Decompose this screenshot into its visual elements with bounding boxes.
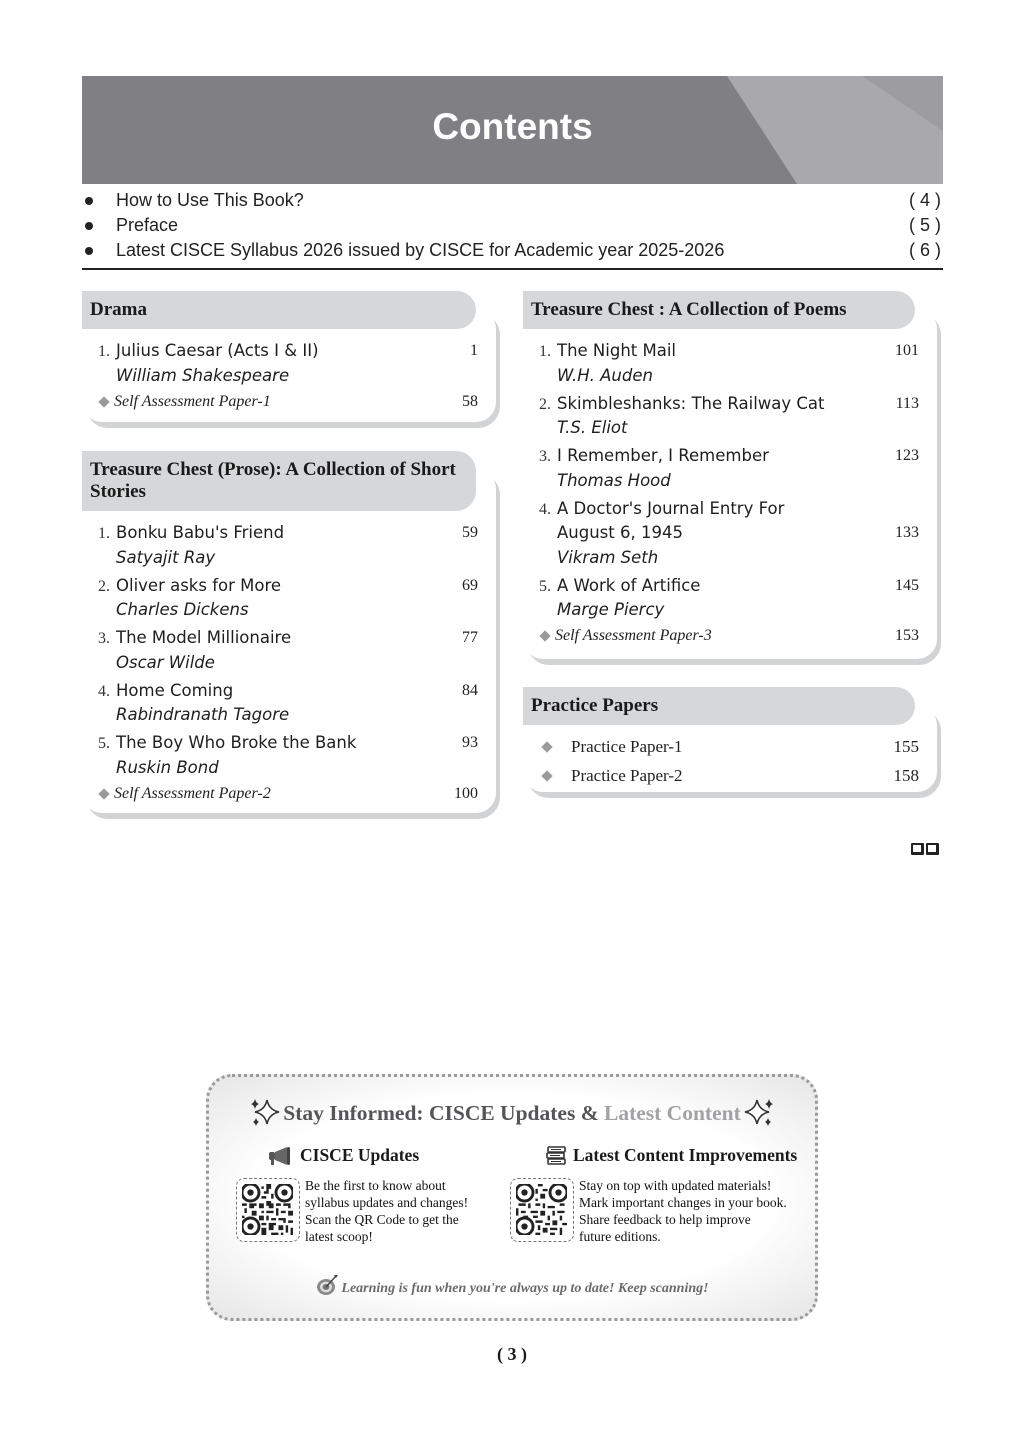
entry-title: Self Assessment Paper-2 [114, 784, 271, 802]
tagline-text: Learning is fun when you're always up to date! Keep scanning! [341, 1281, 709, 1296]
toc-entry[interactable] [98, 626, 478, 675]
entry-page: 123 [895, 447, 919, 464]
entry-number: 5. [539, 577, 551, 595]
toc-entry[interactable] [98, 521, 478, 570]
sparkle-icon [741, 1097, 775, 1133]
entry-title-continued: August 6, 1945 [557, 523, 683, 542]
entry-number: 5. [98, 735, 110, 752]
qr-code-icon [242, 1184, 293, 1235]
entry-author: Rabindranath Tagore [116, 705, 290, 724]
diamond-icon [98, 788, 109, 799]
entry-author: William Shakespeare [116, 365, 290, 385]
diamond-icon [98, 396, 109, 407]
toc-entry[interactable] [98, 339, 478, 388]
divider [82, 268, 943, 270]
entry-page: 101 [895, 342, 919, 359]
info-title-light: Latest Content [603, 1100, 741, 1125]
entry-title: Julius Caesar (Acts I & II) [116, 341, 319, 360]
tagline [209, 1274, 815, 1297]
qr-code[interactable] [236, 1178, 300, 1242]
intro-item-label: Preface [116, 215, 179, 235]
target-icon [315, 1274, 339, 1296]
stay-informed-box [206, 1074, 818, 1321]
intro-item[interactable] [82, 188, 943, 213]
entry-title: Skimbleshanks: The Railway Cat [557, 393, 825, 413]
toc-entry[interactable] [539, 444, 919, 493]
intro-item-page: ( 4 ) [908, 190, 941, 210]
column-text-line: Stay on top with updated materials! [579, 1178, 772, 1193]
entry-title: A Work of Artifice [557, 575, 701, 595]
contents-banner [82, 76, 943, 184]
entry-page: 145 [895, 576, 919, 594]
entry-number: 4. [98, 682, 110, 700]
entry-title: The Boy Who Broke the Bank [116, 733, 357, 752]
practice-paper-entry[interactable] [539, 761, 919, 790]
cisce-updates-column [268, 1145, 468, 1245]
entry-title: The Model Millionaire [116, 628, 292, 647]
column-text-line: Share feedback to help improve [579, 1212, 751, 1227]
entry-title: The Night Mail [557, 341, 677, 360]
qr-code-icon [516, 1184, 567, 1235]
toc-entry[interactable] [539, 574, 919, 623]
entry-author: Satyajit Ray [116, 547, 216, 567]
toc-entry[interactable] [539, 339, 919, 388]
megaphone-icon [268, 1146, 295, 1166]
entry-number: 2. [539, 395, 551, 413]
entry-title: Self Assessment Paper-3 [555, 627, 712, 644]
entry-title: Practice Paper-1 [571, 737, 683, 756]
entry-page: 1 [470, 342, 478, 359]
entry-author: Thomas Hood [557, 470, 671, 490]
entry-title: Self Assessment Paper-1 [114, 392, 271, 410]
column-heading: CISCE Updates [300, 1145, 420, 1165]
info-title-dark: Stay Informed: CISCE Updates & [283, 1100, 604, 1125]
diamond-icon [541, 741, 552, 752]
column-text-line: Be the first to know about [305, 1178, 446, 1193]
page-title: Contents [432, 106, 593, 147]
entry-number: 2. [98, 577, 110, 595]
column-text-line: Scan the QR Code to get the [305, 1212, 459, 1227]
entry-page: 153 [895, 627, 919, 644]
entry-number: 3. [98, 630, 110, 647]
intro-list [82, 188, 943, 263]
entry-page: 93 [462, 734, 478, 751]
self-assessment-entry[interactable] [539, 624, 919, 648]
section-title: Treasure Chest (Prose): A Collection of Short Stories [82, 451, 476, 511]
self-assessment-entry[interactable] [98, 390, 478, 414]
entry-title: Practice Paper-2 [571, 766, 683, 785]
toc-entry[interactable] [539, 497, 919, 570]
books-icon [546, 1146, 568, 1166]
diamond-icon [541, 770, 552, 781]
column-text-line: Mark important changes in your book. [579, 1195, 787, 1210]
entry-number: 4. [539, 500, 551, 518]
entry-title: Oliver asks for More [116, 575, 282, 595]
info-title [209, 1097, 815, 1133]
sparkle-icon [249, 1097, 283, 1133]
diamond-icon [539, 630, 550, 641]
toc-entry[interactable] [98, 679, 478, 728]
qr-code[interactable] [510, 1178, 574, 1242]
entry-page: 100 [454, 784, 478, 802]
entry-title: Bonku Babu's Friend [116, 523, 285, 542]
intro-item[interactable] [82, 213, 943, 238]
entry-author: Ruskin Bond [116, 757, 219, 777]
column-text-line: syllabus updates and changes! [305, 1195, 469, 1210]
section-drama [82, 291, 496, 422]
toc-entry[interactable] [539, 392, 919, 441]
intro-item-page: ( 6 ) [908, 240, 941, 260]
entry-page: 58 [462, 392, 478, 410]
entry-title: Home Coming [116, 680, 234, 700]
entry-page: 158 [893, 766, 919, 785]
intro-item-label: How to Use This Book? [116, 190, 304, 210]
bullet-icon [85, 222, 93, 230]
entry-author: Oscar Wilde [116, 652, 215, 672]
column-text-line: future editions. [579, 1229, 661, 1244]
intro-item[interactable] [82, 238, 943, 263]
entry-author: Charles Dickens [116, 600, 249, 619]
entry-number: 1. [539, 343, 551, 360]
entry-page: 113 [895, 394, 919, 412]
entry-number: 3. [539, 448, 551, 465]
practice-paper-entry[interactable] [539, 732, 919, 761]
section-title: Drama [82, 291, 476, 329]
section-prose [82, 451, 496, 813]
entry-author: W.H. Auden [557, 365, 653, 385]
entry-page: 59 [462, 524, 478, 541]
entry-author: Vikram Seth [557, 547, 659, 567]
entry-author: Marge Piercy [557, 600, 665, 619]
bullet-icon [85, 247, 93, 255]
page-number: ( 3 ) [497, 1344, 527, 1364]
entry-number: 1. [98, 343, 110, 360]
section-title: Practice Papers [523, 687, 915, 725]
toc-entry[interactable] [98, 731, 478, 780]
entry-page: 77 [462, 629, 478, 646]
entry-number: 1. [98, 525, 110, 542]
intro-item-page: ( 5 ) [908, 215, 941, 235]
entry-title: I Remember, I Remember [557, 446, 769, 465]
intro-item-label: Latest CISCE Syllabus 2026 issued by CISCE for Academic year 2025-2026 [116, 240, 725, 260]
entry-page: 155 [893, 737, 919, 756]
self-assessment-entry[interactable] [98, 782, 478, 806]
entry-page: 69 [462, 576, 478, 594]
end-of-section-mark-icon [911, 843, 939, 855]
bullet-icon [85, 197, 93, 205]
section-poems [523, 291, 937, 659]
entry-page: 84 [462, 681, 478, 699]
column-heading: Latest Content Improvements [573, 1145, 798, 1165]
toc-entry[interactable] [98, 574, 478, 623]
entry-author: T.S. Eliot [557, 418, 628, 437]
entry-page: 133 [895, 524, 919, 541]
column-text-line: latest scoop! [305, 1229, 373, 1244]
section-practice-papers [523, 687, 937, 792]
section-title: Treasure Chest : A Collection of Poems [523, 291, 915, 329]
entry-title: A Doctor's Journal Entry For [557, 498, 785, 518]
content-improvements-column [546, 1145, 797, 1245]
